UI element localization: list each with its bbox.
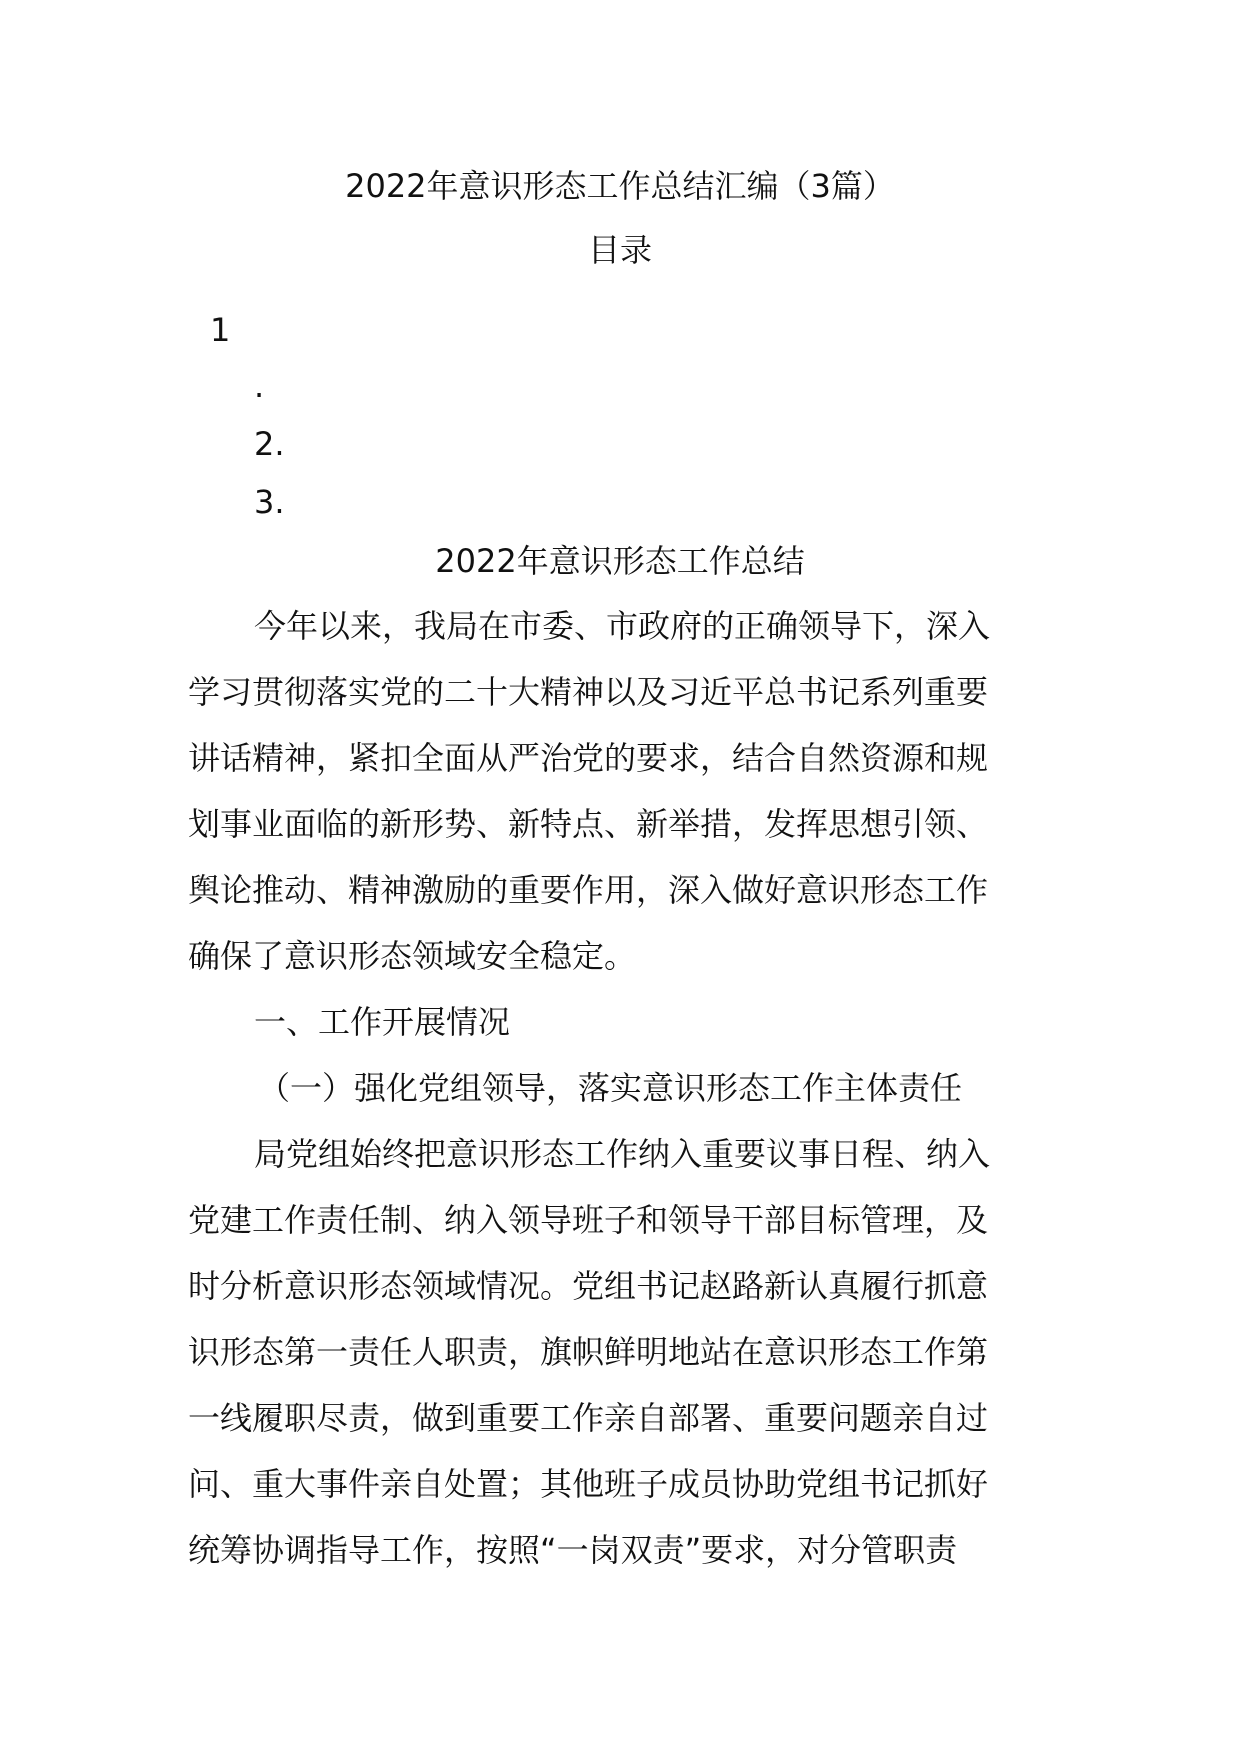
document-title: 2022年意识形态工作总结汇编（3篇） xyxy=(345,167,895,205)
paragraph-line: 识形态第一责任人职责，旗帜鲜明地站在意识形态工作第 xyxy=(188,1333,989,1371)
paragraph-line: 确保了意识形态领域安全稳定。 xyxy=(188,937,637,975)
toc-item-2: 2. xyxy=(254,425,285,463)
paragraph-line: 统筹协调指导工作，按照“一岗双责”要求，对分管职责 xyxy=(188,1531,958,1569)
heading-work-situation: 一、工作开展情况 xyxy=(254,1003,511,1041)
paragraph-line: 今年以来，我局在市委、市政府的正确领导下，深入 xyxy=(254,607,991,645)
toc-item-dot: . xyxy=(254,367,265,405)
toc-heading: 目录 xyxy=(587,231,652,269)
paragraph-line: 学习贯彻落实党的二十大精神以及习近平总书记系列重要 xyxy=(188,673,989,711)
subheading-party-leadership: （一）强化党组领导，落实意识形态工作主体责任 xyxy=(258,1069,963,1107)
paragraph-line: 时分析意识形态领域情况。党组书记赵路新认真履行抓意 xyxy=(188,1267,989,1305)
paragraph-line: 局党组始终把意识形态工作纳入重要议事日程、纳入 xyxy=(254,1135,991,1173)
paragraph-line: 讲话精神，紧扣全面从严治党的要求，结合自然资源和规 xyxy=(188,739,989,777)
paragraph-line: 舆论推动、精神激励的重要作用，深入做好意识形态工作 xyxy=(188,871,989,909)
toc-item-3: 3. xyxy=(254,483,285,521)
section-title: 2022年意识形态工作总结 xyxy=(435,542,805,580)
paragraph-line: 党建工作责任制、纳入领导班子和领导干部目标管理，及 xyxy=(188,1201,989,1239)
toc-item-1: 1 xyxy=(210,311,231,349)
paragraph-line: 问、重大事件亲自处置；其他班子成员协助党组书记抓好 xyxy=(188,1465,989,1503)
paragraph-line: 一线履职尽责，做到重要工作亲自部署、重要问题亲自过 xyxy=(188,1399,989,1437)
paragraph-line: 划事业面临的新形势、新特点、新举措，发挥思想引领、 xyxy=(188,805,989,843)
